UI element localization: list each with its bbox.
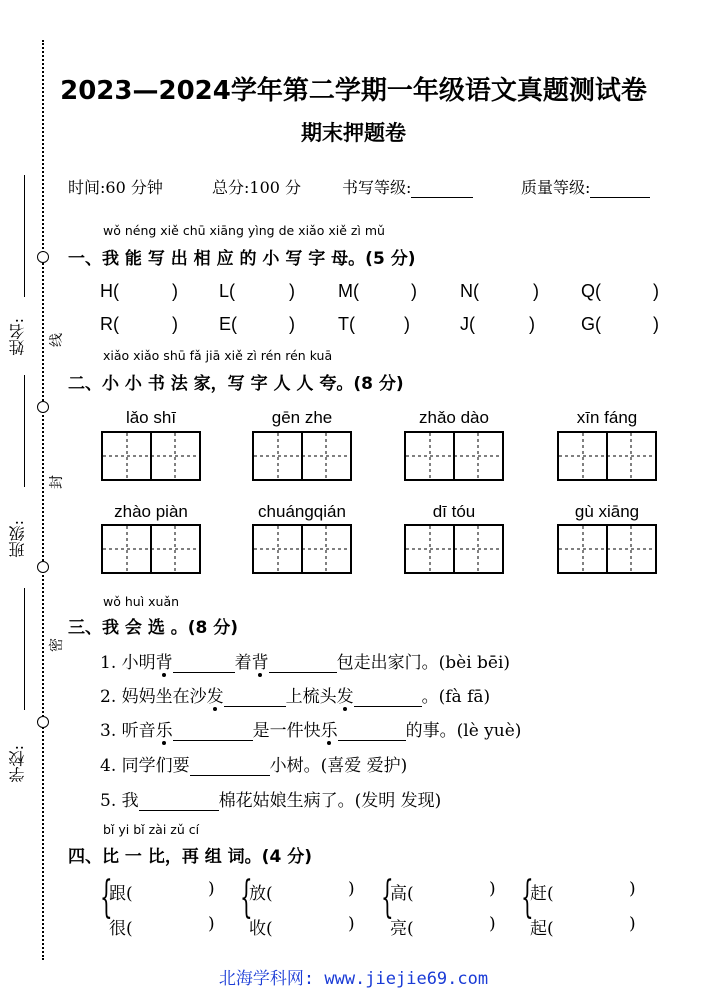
question-1: 1. 小明背 着背 包走出家门。(bèi bēi) — [100, 653, 511, 673]
letter-q: Q( — [581, 281, 601, 301]
letter-close: ) — [172, 281, 178, 301]
name-line[interactable] — [24, 175, 25, 297]
section3-pinyin: wǒ huì xuǎn — [103, 594, 180, 609]
letter-close: ) — [289, 314, 295, 334]
grid-guides — [559, 433, 655, 479]
letter-g: G( — [581, 314, 601, 334]
compare-char: 赶( — [530, 884, 554, 904]
pinyin-word-label: gēn zhe — [271, 408, 333, 427]
total-score-info: 总分:100 分 — [212, 178, 302, 197]
word-answer-space[interactable] — [132, 914, 204, 936]
answer-blank[interactable] — [224, 688, 286, 707]
brace-mark: { — [240, 872, 253, 923]
word-answer-space[interactable] — [272, 914, 344, 936]
letter-e: E( — [219, 314, 237, 334]
pinyin-word-label: chuángqián — [258, 502, 346, 521]
letter-close: ) — [411, 281, 417, 301]
question-3: 3. 听音乐 是一件快乐 的事。(lè yuè) — [100, 721, 522, 741]
class-label: 班级: — [8, 520, 27, 558]
brace-mark: { — [521, 872, 534, 923]
answer-blank[interactable] — [269, 654, 337, 673]
answer-blank[interactable] — [139, 792, 219, 811]
question-4: 4. 同学们要 小树。(喜爱 爱护) — [100, 756, 408, 776]
answer-blank[interactable] — [190, 757, 270, 776]
writing-grid[interactable] — [557, 524, 657, 574]
letter-n: N( — [460, 281, 479, 301]
compare-close: ) — [489, 879, 496, 899]
compare-close: ) — [348, 914, 355, 934]
binding-hole — [37, 561, 49, 573]
compare-close: ) — [629, 879, 636, 899]
compare-char: 跟( — [109, 884, 133, 904]
pinyin-word-label: zhào piàn — [114, 502, 188, 521]
footer-watermark: 北海学科网: www.jiejie69.com — [218, 969, 489, 989]
section4-title: 四、比 一 比，再 组 词。(4 分) — [68, 847, 312, 867]
name-label: 姓名: — [8, 318, 27, 356]
letter-close: ) — [529, 314, 535, 334]
quality-grade: 质量等级: — [521, 175, 650, 198]
compare-char: 放( — [249, 884, 273, 904]
answer-blank[interactable] — [173, 722, 253, 741]
page-subtitle: 期末押题卷 — [301, 121, 406, 145]
pinyin-word-label: xīn fáng — [576, 408, 638, 427]
writing-grid[interactable] — [101, 431, 201, 481]
compare-char: 亮( — [390, 919, 414, 939]
word-answer-space[interactable] — [553, 914, 625, 936]
letter-j: J( — [460, 314, 475, 334]
brace-mark: { — [381, 872, 394, 923]
compare-close: ) — [629, 914, 636, 934]
writing-grid[interactable] — [252, 431, 352, 481]
letter-close: ) — [172, 314, 178, 334]
pinyin-word-label: lǎo shī — [125, 408, 177, 427]
section1-pinyin: wǒ néng xiě chū xiāng yìng de xiǎo xiě zì mǔ — [103, 223, 385, 238]
letter-m: M( — [338, 281, 359, 301]
section1-title: 一、我 能 写 出 相 应 的 小 写 字 母。(5 分) — [68, 249, 416, 269]
answer-blank[interactable] — [173, 654, 235, 673]
pinyin-word-label: zhǎo dào — [419, 408, 489, 427]
seal-char-feng: 封 — [46, 475, 66, 489]
word-answer-space[interactable] — [553, 879, 625, 901]
letter-l: L( — [219, 281, 236, 301]
grid-guides — [103, 433, 199, 479]
question-5: 5. 我 棉花姑娘生病了。(发明 发现) — [100, 791, 442, 811]
answer-blank[interactable] — [354, 688, 422, 707]
compare-close: ) — [489, 914, 496, 934]
letter-close: ) — [289, 281, 295, 301]
compare-char: 起( — [530, 919, 554, 939]
pinyin-word-label: dī tóu — [432, 502, 476, 521]
section3-title: 三、我 会 选 。(8 分) — [68, 618, 239, 638]
letter-close: ) — [404, 314, 410, 334]
grid-guides — [103, 526, 199, 572]
quality-grade-blank[interactable] — [590, 179, 650, 198]
writing-grid[interactable] — [404, 524, 504, 574]
compare-char: 很( — [109, 919, 133, 939]
letter-r: R( — [100, 314, 119, 334]
brace-mark: { — [100, 872, 113, 923]
seal-char-xian: 线 — [46, 333, 66, 347]
writing-grid[interactable] — [404, 431, 504, 481]
time-info: 时间:60 分钟 — [68, 178, 163, 197]
section2-title: 二、小 小 书 法 家，写 字 人 人 夸。(8 分) — [68, 374, 404, 394]
school-label: 学校: — [8, 745, 27, 783]
word-answer-space[interactable] — [413, 879, 485, 901]
answer-blank[interactable] — [338, 722, 406, 741]
binding-hole — [37, 251, 49, 263]
compare-close: ) — [208, 914, 215, 934]
letter-close: ) — [653, 281, 659, 301]
pinyin-word-label: gù xiāng — [574, 502, 640, 521]
section2-pinyin: xiǎo xiǎo shū fǎ jiā xiě zì rén rén kuā — [103, 348, 333, 363]
handwriting-grade: 书写等级: — [342, 175, 473, 198]
binding-hole — [37, 716, 49, 728]
school-line[interactable] — [24, 588, 25, 710]
word-answer-space[interactable] — [413, 914, 485, 936]
question-2: 2. 妈妈坐在沙发 上梳头发 。(fà fā) — [100, 687, 491, 707]
section4-pinyin: bǐ yi bǐ zài zǔ cí — [103, 822, 200, 837]
compare-char: 收( — [249, 919, 273, 939]
grid-guides — [406, 526, 502, 572]
grid-guides — [254, 526, 350, 572]
class-line[interactable] — [24, 375, 25, 487]
compare-close: ) — [208, 879, 215, 899]
binding-dotted-line — [42, 40, 44, 960]
writing-grid[interactable] — [101, 524, 201, 574]
writing-grid[interactable] — [557, 431, 657, 481]
writing-grid[interactable] — [252, 524, 352, 574]
word-answer-space[interactable] — [272, 879, 344, 901]
seal-char-mi: 密 — [46, 638, 66, 652]
compare-char: 高( — [390, 884, 414, 904]
compare-close: ) — [348, 879, 355, 899]
letter-close: ) — [653, 314, 659, 334]
letter-h: H( — [100, 281, 119, 301]
letter-t: T( — [338, 314, 355, 334]
grid-guides — [406, 433, 502, 479]
letter-close: ) — [533, 281, 539, 301]
handwriting-grade-blank[interactable] — [411, 179, 473, 198]
grid-guides — [254, 433, 350, 479]
binding-hole — [37, 401, 49, 413]
page-title: 2023—2024学年第二学期一年级语文真题测试卷 — [60, 76, 647, 106]
word-answer-space[interactable] — [132, 879, 204, 901]
grid-guides — [559, 526, 655, 572]
